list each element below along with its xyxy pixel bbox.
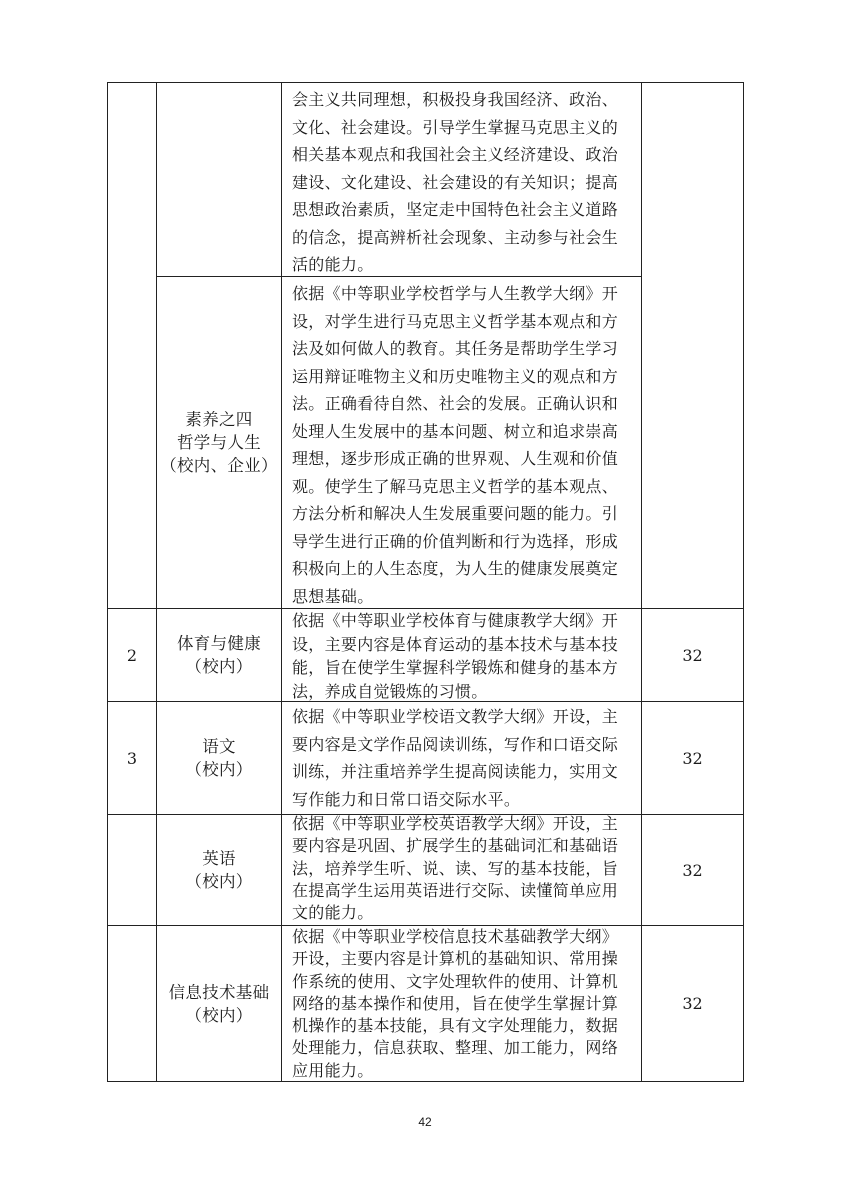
table-row-content-cell	[282, 280, 641, 608]
content-line: 的信念，提高辨析社会现象、主动参与社会生	[292, 227, 619, 247]
content-line: 训练，并注重培养学生提高阅读能力，实用文	[292, 762, 619, 781]
content-line: 依据《中等职业学校哲学与人生教学大纲》开	[292, 284, 619, 303]
content-line: 法，养成自觉锻炼的习惯。	[292, 681, 488, 701]
course-name-cell	[157, 277, 281, 608]
course-location: （校内）	[185, 657, 253, 676]
row-number: 2	[126, 645, 138, 665]
content-line: 设，主要内容是体育运动的基本技术与基本技	[292, 634, 619, 654]
content-line: 相关基本观点和我国社会主义经济建设、政治	[292, 145, 619, 164]
table-row-content-cell	[282, 86, 641, 276]
content-line: 方法分析和解决人生发展重要问题的能力。引	[292, 504, 619, 523]
content-line: 处理能力，信息获取、整理、加工能力，网络	[292, 1038, 619, 1058]
row-number: 3	[126, 748, 138, 768]
table-row-content-cell	[282, 813, 641, 925]
course-name-line: 素养之四	[185, 410, 253, 429]
hours-cell	[642, 702, 743, 814]
table-row-content-cell	[282, 926, 641, 1081]
content-line: 在提高学生运用英语进行交际、读懂简单应用	[292, 880, 619, 900]
course-location: （校内、企业）	[160, 456, 278, 475]
content-line: 要内容是文学作品阅读训练，写作和口语交际	[292, 734, 619, 754]
hours-value: 32	[682, 645, 703, 665]
row-number-cell	[108, 702, 156, 814]
course-name-line: 英语	[202, 849, 236, 868]
content-line: 建设、文化建设、社会建设的有关知识；提高	[292, 172, 619, 192]
content-line: 积极向上的人生态度，为人生的健康发展奠定	[292, 559, 619, 578]
hours-value: 32	[682, 860, 703, 880]
page-number: 42	[418, 1115, 432, 1129]
course-name-cell	[157, 702, 281, 814]
course-name-cell	[157, 815, 281, 925]
content-line: 开设，主要内容是计算机的基础知识、常用操	[292, 949, 619, 969]
course-location: （校内）	[185, 1005, 253, 1025]
content-line: 观。使学生了解马克思主义哲学的基本观点、	[292, 476, 619, 496]
course-name-line: 哲学与人生	[177, 433, 261, 452]
hours-value: 32	[682, 994, 703, 1013]
content-line: 网络的基本操作和使用，旨在使学生掌握计算	[292, 993, 619, 1013]
content-line: 文的能力。	[292, 903, 374, 923]
hours-cell	[642, 815, 743, 925]
content-line: 处理人生发展中的基本问题、树立和追求崇高	[292, 421, 619, 441]
content-line: 依据《中等职业学校体育与健康教学大纲》开	[292, 611, 619, 630]
content-line: 机操作的基本技能，具有文字处理能力，数据	[292, 1016, 619, 1036]
content-line: 思想基础。	[292, 586, 374, 606]
course-name-line: 信息技术基础	[168, 982, 270, 1002]
table-row-content-cell	[282, 605, 641, 701]
hours-cell	[642, 926, 743, 1081]
content-line: 能，旨在使学生掌握科学锻炼和健身的基本方	[292, 658, 619, 677]
content-line: 会主义共同理想，积极投身我国经济、政治、	[292, 90, 619, 109]
content-line: 导学生进行正确的价值判断和行为选择，形成	[292, 531, 619, 551]
content-line: 要内容是巩固、扩展学生的基础词汇和基础语	[292, 836, 619, 856]
row-number-cell	[108, 609, 156, 701]
course-name-line: 体育与健康	[177, 634, 261, 653]
content-line: 设，对学生进行马克思主义哲学基本观点和方	[292, 311, 619, 331]
content-line: 活的能力。	[292, 255, 374, 274]
table-row-content-cell	[282, 703, 641, 814]
content-line: 思想政治素质，坚定走中国特色社会主义道路	[292, 200, 619, 219]
content-line: 依据《中等职业学校语文教学大纲》开设，主	[292, 707, 619, 726]
content-line: 理想，逐步形成正确的世界观、人生观和价值	[292, 449, 619, 468]
course-name-cell	[157, 609, 281, 701]
content-line: 依据《中等职业学校英语教学大纲》开设，主	[292, 814, 619, 833]
content-line: 法。正确看待自然、社会的发展。正确认识和	[292, 394, 619, 413]
course-location: （校内）	[185, 872, 253, 891]
content-line: 运用辩证唯物主义和历史唯物主义的观点和方	[292, 366, 619, 386]
content-line: 法及如何做人的教育。其任务是帮助学生学习	[292, 339, 619, 358]
content-line: 写作能力和日常口语交际水平。	[292, 789, 521, 809]
hours-value: 32	[682, 748, 703, 768]
content-line: 应用能力。	[292, 1060, 374, 1080]
course-name-line: 语文	[202, 737, 236, 756]
hours-cell	[642, 609, 743, 701]
content-line: 依据《中等职业学校信息技术基础教学大纲》	[292, 927, 619, 946]
content-line: 作系统的使用、文字处理软件的使用、计算机	[292, 971, 619, 991]
course-location: （校内）	[185, 760, 253, 779]
content-line: 文化、社会建设。引导学生掌握马克思主义的	[292, 117, 619, 137]
content-line: 法，培养学生听、说、读、写的基本技能，旨	[292, 858, 619, 878]
course-name-cell	[157, 926, 281, 1081]
